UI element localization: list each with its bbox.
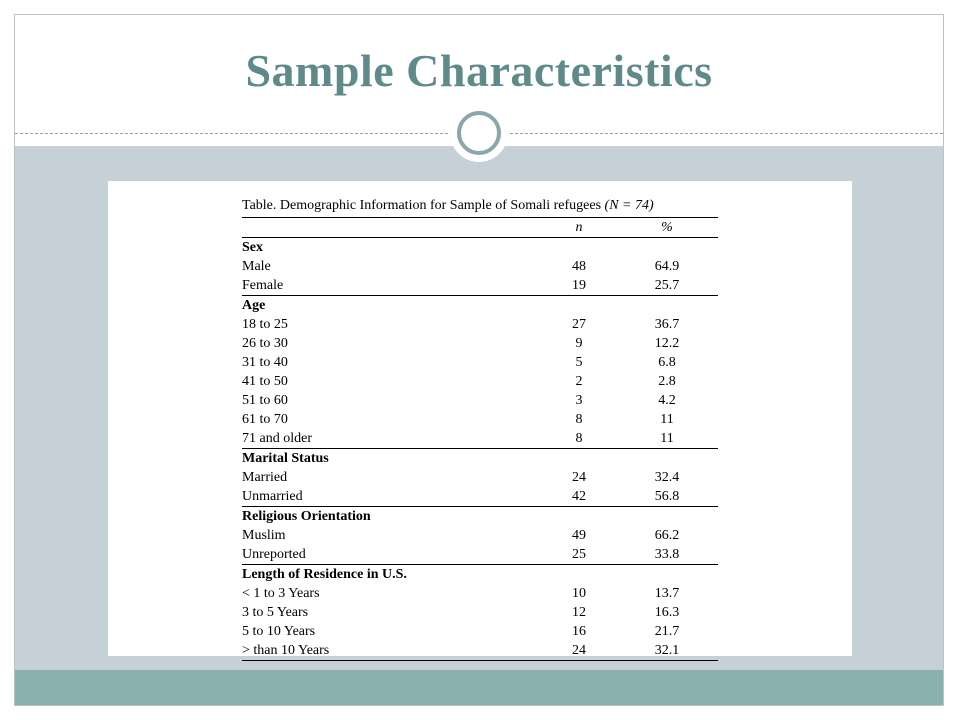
table-row <box>242 353 718 372</box>
row-label: 5 to 10 Years <box>242 624 316 639</box>
row-label: < 1 to 3 Years <box>242 586 320 601</box>
row-n: 25 <box>542 545 616 565</box>
row-percent: 25.7 <box>616 276 718 296</box>
row-n: 42 <box>542 487 616 507</box>
row-n: 19 <box>542 276 616 296</box>
row-label: Female <box>242 276 542 296</box>
section-heading-row <box>242 296 718 316</box>
section-heading-row <box>242 449 718 469</box>
table-row <box>242 334 718 353</box>
row-percent: 4.2 <box>658 393 676 408</box>
row-percent: 12.2 <box>654 336 680 351</box>
row-n: 27 <box>572 317 586 332</box>
section-heading-row <box>242 507 718 527</box>
table-row <box>242 603 718 622</box>
empty-cell <box>616 565 718 585</box>
empty-cell <box>542 296 616 316</box>
slide-title: Sample Characteristics <box>245 45 713 96</box>
section-heading: Marital Status <box>242 451 329 466</box>
table-row <box>242 622 718 641</box>
row-percent: 21.7 <box>654 624 680 639</box>
empty-cell <box>616 238 718 258</box>
row-label: 3 to 5 Years <box>242 605 309 620</box>
demographics-table <box>242 217 718 661</box>
table-caption-text: Table. Demographic Information for Sample of Somali refugees <box>242 198 605 213</box>
table-row <box>242 276 718 296</box>
empty-cell <box>616 449 718 469</box>
empty-cell <box>542 565 616 585</box>
row-label: 18 to 25 <box>242 317 288 332</box>
row-percent: 2.8 <box>658 374 676 389</box>
empty-cell <box>616 296 718 316</box>
footer-band <box>15 670 943 705</box>
header-n: n <box>542 218 616 238</box>
table-row <box>242 545 718 565</box>
row-percent: 16.3 <box>654 605 680 620</box>
row-label: 26 to 30 <box>242 336 288 351</box>
empty-cell <box>542 507 616 527</box>
row-n: 49 <box>572 528 586 543</box>
table-body <box>242 218 718 661</box>
table-row <box>242 372 718 391</box>
row-percent: 64.9 <box>654 259 680 274</box>
row-percent: 36.7 <box>654 317 680 332</box>
table-row <box>242 584 718 603</box>
section-heading: Religious Orientation <box>242 509 371 524</box>
row-percent: 32.4 <box>654 470 680 485</box>
row-label: Male <box>242 259 271 274</box>
row-percent: 11 <box>616 429 718 449</box>
row-n: 3 <box>575 393 583 408</box>
row-percent: 11 <box>660 412 674 427</box>
row-label: Muslim <box>242 528 286 543</box>
table-row <box>242 487 718 507</box>
row-n: 8 <box>575 412 583 427</box>
demographics-table-container <box>242 196 718 661</box>
table-row <box>242 391 718 410</box>
table-row <box>242 429 718 449</box>
row-n: 12 <box>572 605 586 620</box>
row-n: 24 <box>542 641 616 661</box>
row-label: > than 10 Years <box>242 641 542 661</box>
row-percent: 13.7 <box>654 586 680 601</box>
row-n: 16 <box>572 624 586 639</box>
header-percent: % <box>616 218 718 238</box>
row-percent: 32.1 <box>616 641 718 661</box>
table-row <box>242 410 718 429</box>
empty-cell <box>542 449 616 469</box>
table-row <box>242 315 718 334</box>
row-percent: 6.8 <box>658 355 676 370</box>
row-n: 8 <box>542 429 616 449</box>
section-heading: Age <box>242 298 266 313</box>
section-heading-row <box>242 565 718 585</box>
row-n: 5 <box>575 355 583 370</box>
row-label: 31 to 40 <box>242 355 288 370</box>
row-n: 48 <box>572 259 586 274</box>
row-label: 41 to 50 <box>242 374 288 389</box>
row-n: 9 <box>575 336 583 351</box>
row-label: Unmarried <box>242 487 542 507</box>
row-percent: 66.2 <box>654 528 680 543</box>
table-row <box>242 641 718 661</box>
row-percent: 56.8 <box>616 487 718 507</box>
row-label: 71 and older <box>242 429 542 449</box>
row-label: Unreported <box>242 545 542 565</box>
row-label: Married <box>242 470 288 485</box>
table-caption-n: (N = 74) <box>604 198 654 213</box>
header-label-cell <box>242 218 542 238</box>
section-heading: Length of Residence in U.S. <box>242 567 407 582</box>
row-n: 10 <box>572 586 586 601</box>
row-n: 24 <box>572 470 586 485</box>
row-label: 61 to 70 <box>242 412 288 427</box>
section-heading-row <box>242 238 718 258</box>
row-n: 2 <box>575 374 583 389</box>
table-row <box>242 257 718 276</box>
table-caption <box>242 196 718 215</box>
empty-cell <box>542 238 616 258</box>
section-heading: Sex <box>242 240 263 255</box>
table-row <box>242 468 718 487</box>
table-row <box>242 526 718 545</box>
table-header-row <box>242 218 718 238</box>
ring-ornament-icon <box>457 111 501 155</box>
row-label: 51 to 60 <box>242 393 288 408</box>
row-percent: 33.8 <box>616 545 718 565</box>
empty-cell <box>616 507 718 527</box>
